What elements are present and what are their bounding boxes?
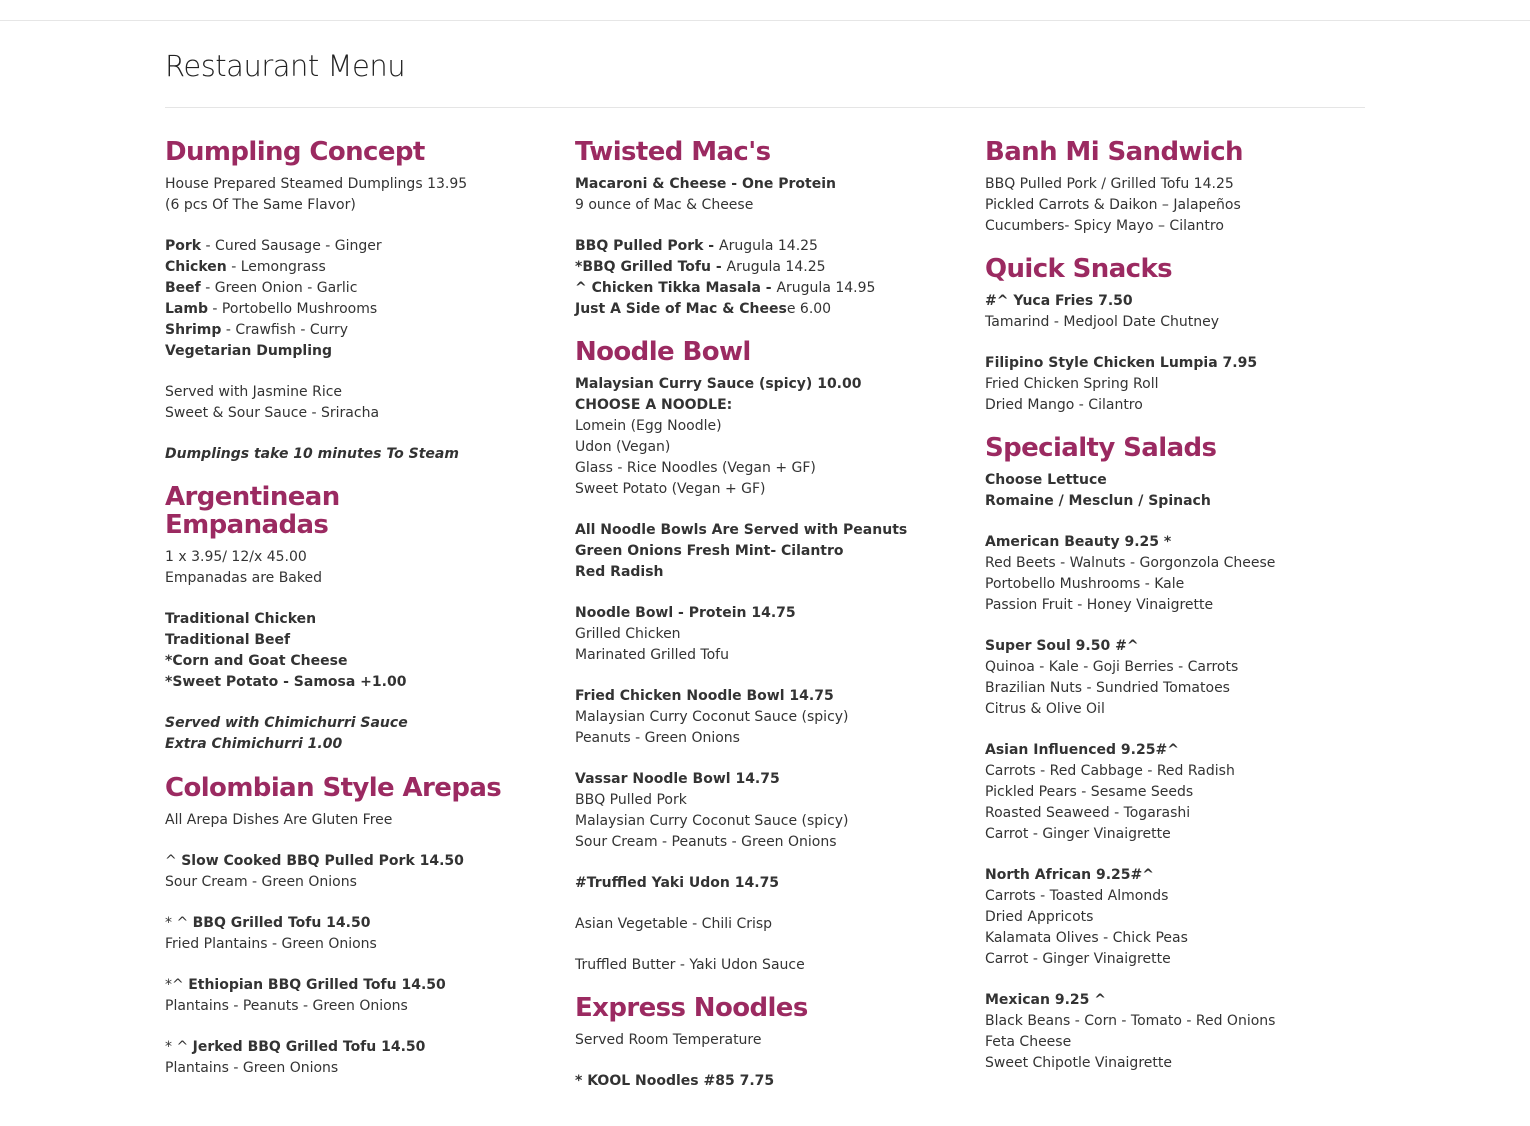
item-detail-text: Carrot - Ginger Vinaigrette — [985, 951, 1171, 967]
menu-line — [575, 374, 975, 395]
menu-paragraph — [575, 873, 975, 894]
menu-line — [985, 195, 1385, 216]
menu-paragraph — [985, 532, 1385, 616]
menu-line — [985, 740, 1385, 761]
menu-line — [575, 914, 975, 935]
menu-section-specialty-salads — [985, 430, 1385, 1074]
item-detail-text: Sweet Chipotle Vinaigrette — [985, 1055, 1172, 1071]
item-detail-text: Quinoa - Kale - Goji Berries - Carrots — [985, 659, 1239, 675]
item-detail-text: Malaysian Curry Coconut Sauce (spicy) — [575, 709, 849, 725]
section-heading: Specialty Salads — [985, 433, 1217, 463]
menu-line — [985, 865, 1385, 886]
menu-line — [575, 195, 975, 216]
item-detail-text: - Cured Sausage - Ginger — [201, 238, 382, 254]
menu-line — [575, 437, 975, 458]
menu-paragraph — [575, 603, 975, 666]
menu-line — [985, 907, 1385, 928]
item-name-text: Vassar Noodle Bowl 14.75 — [575, 771, 780, 787]
item-detail-text: Sour Cream - Green Onions — [165, 874, 357, 890]
item-name-text: Asian Influenced 9.25#^ — [985, 742, 1179, 758]
item-detail-text: Brazilian Nuts - Sundried Tomatoes — [985, 680, 1230, 696]
menu-line — [575, 395, 975, 416]
menu-line — [985, 216, 1385, 237]
menu-line — [165, 872, 565, 893]
menu-line — [575, 458, 975, 479]
item-detail-text: Plantains - Peanuts - Green Onions — [165, 998, 408, 1014]
menu-line — [165, 1058, 565, 1079]
item-detail-text: Sweet Potato (Vegan + GF) — [575, 481, 766, 497]
item-name-text: *Corn and Goat Cheese — [165, 653, 348, 669]
menu-line — [985, 174, 1385, 195]
menu-paragraph — [575, 236, 975, 320]
item-name-text: ^ Chicken Tikka Masala - — [575, 280, 777, 296]
menu-line — [985, 491, 1385, 512]
item-name-text: Red Radish — [575, 564, 664, 580]
menu-line — [575, 562, 975, 583]
menu-line — [575, 769, 975, 790]
menu-line — [985, 312, 1385, 333]
item-detail-text: Roasted Seaweed - Togarashi — [985, 805, 1191, 821]
menu-line — [575, 955, 975, 976]
menu-section-colombian-style-arepas — [165, 770, 565, 1079]
menu-line — [985, 803, 1385, 824]
section-heading: Twisted Mac's — [575, 137, 771, 167]
menu-paragraph — [575, 914, 975, 935]
menu-line — [985, 636, 1385, 657]
section-heading — [165, 479, 565, 539]
menu-line — [985, 699, 1385, 720]
item-name-text: BBQ Pulled Pork - — [575, 238, 719, 254]
menu-line — [165, 320, 565, 341]
menu-paragraph — [985, 174, 1385, 237]
item-detail-text: Cucumbers- Spicy Mayo – Cilantro — [985, 218, 1224, 234]
menu-line — [165, 851, 565, 872]
item-name-text: All Noodle Bowls Are Served with Peanuts — [575, 522, 908, 538]
menu-line — [985, 595, 1385, 616]
section-heading-line: Argentinean — [165, 482, 340, 512]
item-detail-text: Marinated Grilled Tofu — [575, 647, 729, 663]
menu-line — [985, 1011, 1385, 1032]
menu-line — [165, 996, 565, 1017]
menu-line — [575, 790, 975, 811]
menu-paragraph — [165, 851, 565, 893]
item-name-text: BBQ Grilled Tofu 14.50 — [192, 915, 371, 931]
item-name-text: Noodle Bowl - Protein 14.75 — [575, 605, 796, 621]
section-heading: Quick Snacks — [985, 254, 1173, 284]
menu-paragraph — [165, 547, 565, 589]
menu-line — [575, 416, 975, 437]
item-detail-text: - Lemongrass — [226, 259, 326, 275]
item-name-text: Jerked BBQ Grilled Tofu 14.50 — [192, 1039, 426, 1055]
item-name-text: #Truffled Yaki Udon 14.75 — [575, 875, 780, 891]
menu-line — [575, 832, 975, 853]
item-detail-text: 9 ounce of Mac & Cheese — [575, 197, 754, 213]
menu-section-dumpling-concept — [165, 134, 565, 465]
menu-line — [575, 811, 975, 832]
item-detail-text: - Portobello Mushrooms — [207, 301, 378, 317]
item-name-text: Super Soul 9.50 #^ — [985, 638, 1139, 654]
menu-line — [165, 651, 565, 672]
item-detail-text: Citrus & Olive Oil — [985, 701, 1105, 717]
item-detail-text: ^ — [165, 853, 182, 869]
menu-line — [985, 761, 1385, 782]
item-detail-text: Dried Mango - Cilantro — [985, 397, 1143, 413]
menu-line — [575, 1030, 975, 1051]
menu-line — [575, 299, 975, 320]
item-name-text: * KOOL Noodles #85 7.75 — [575, 1073, 775, 1089]
menu-paragraph — [165, 382, 565, 424]
menu-line — [575, 520, 975, 541]
item-detail-text: Carrot - Ginger Vinaigrette — [985, 826, 1171, 842]
menu-column-2 — [575, 134, 975, 1092]
menu-line — [165, 547, 565, 568]
menu-line — [985, 1032, 1385, 1053]
item-name-text: Choose Lettuce — [985, 472, 1107, 488]
item-detail-text: e 6.00 — [786, 301, 832, 317]
menu-paragraph — [165, 975, 565, 1017]
item-name-text: Lamb — [165, 301, 208, 317]
menu-paragraph — [575, 955, 975, 976]
item-detail-text: BBQ Pulled Pork / Grilled Tofu 14.25 — [985, 176, 1234, 192]
menu-line — [985, 886, 1385, 907]
item-detail-text: Black Beans - Corn - Tomato - Red Onions — [985, 1013, 1276, 1029]
item-name-text: CHOOSE A NOODLE: — [575, 397, 733, 413]
top-bar — [0, 0, 1530, 21]
item-detail-text: Fried Plantains - Green Onions — [165, 936, 377, 952]
item-detail-text: - Crawfish - Curry — [221, 322, 349, 338]
item-detail-text: (6 pcs Of The Same Flavor) — [165, 197, 356, 213]
item-detail-text: Pickled Pears - Sesame Seeds — [985, 784, 1194, 800]
item-detail-text: Pickled Carrots & Daikon – Jalapeños — [985, 197, 1241, 213]
menu-section-express-noodles — [575, 990, 975, 1092]
item-name-text: Green Onions Fresh Mint- Cilantro — [575, 543, 844, 559]
menu-paragraph — [575, 686, 975, 749]
menu-paragraph — [165, 713, 565, 755]
item-name-text: Shrimp — [165, 322, 222, 338]
menu-section-twisted-mac-s — [575, 134, 975, 320]
menu-paragraph — [985, 470, 1385, 512]
menu-line — [575, 603, 975, 624]
page-title: Restaurant Menu — [165, 49, 406, 83]
item-name-text: Chicken — [165, 259, 227, 275]
menu-line — [985, 374, 1385, 395]
menu-line — [575, 236, 975, 257]
menu-line — [165, 236, 565, 257]
menu-line — [985, 470, 1385, 491]
menu-line — [165, 299, 565, 320]
item-detail-text: Malaysian Curry Coconut Sauce (spicy) — [575, 813, 849, 829]
menu-paragraph — [165, 174, 565, 216]
menu-line — [165, 734, 565, 755]
menu-paragraph — [165, 913, 565, 955]
item-detail-text: Arugula 14.25 — [719, 238, 818, 254]
menu-line — [985, 532, 1385, 553]
item-detail-text: * ^ — [165, 915, 193, 931]
menu-line — [165, 975, 565, 996]
menu-line — [165, 672, 565, 693]
section-heading: Dumpling Concept — [165, 137, 425, 167]
item-name-text: Just A Side of Mac & Chees — [575, 301, 787, 317]
item-name-text: American Beauty 9.25 * — [985, 534, 1172, 550]
menu-paragraph — [575, 1071, 975, 1092]
menu-paragraph — [575, 174, 975, 216]
menu-line — [985, 782, 1385, 803]
menu-line — [165, 174, 565, 195]
menu-line — [165, 341, 565, 362]
item-detail-text: Served Room Temperature — [575, 1032, 762, 1048]
item-detail-text: Fried Chicken Spring Roll — [985, 376, 1159, 392]
item-name-text: Filipino Style Chicken Lumpia 7.95 — [985, 355, 1258, 371]
menu-paragraph — [575, 374, 975, 500]
menu-line — [985, 678, 1385, 699]
menu-line — [575, 686, 975, 707]
item-detail-text: Feta Cheese — [985, 1034, 1072, 1050]
menu-line — [985, 574, 1385, 595]
item-detail-text: Glass - Rice Noodles (Vegan + GF) — [575, 460, 816, 476]
section-heading: Colombian Style Arepas — [165, 773, 502, 803]
menu-line — [985, 949, 1385, 970]
item-name-text: Served with Chimichurri Sauce — [165, 715, 408, 731]
menu-line — [575, 479, 975, 500]
menu-line — [165, 609, 565, 630]
menu-line — [575, 257, 975, 278]
item-detail-text: Udon (Vegan) — [575, 439, 671, 455]
menu-line — [165, 568, 565, 589]
item-detail-text: Asian Vegetable - Chili Crisp — [575, 916, 773, 932]
menu-line — [165, 630, 565, 651]
menu-line — [985, 928, 1385, 949]
menu-paragraph — [985, 291, 1385, 333]
item-detail-text: Tamarind - Medjool Date Chutney — [985, 314, 1220, 330]
section-heading: Banh Mi Sandwich — [985, 137, 1243, 167]
item-detail-text: Portobello Mushrooms - Kale — [985, 576, 1185, 592]
menu-line — [575, 541, 975, 562]
menu-line — [985, 291, 1385, 312]
menu-line — [985, 990, 1385, 1011]
menu-line — [985, 395, 1385, 416]
menu-paragraph — [165, 444, 565, 465]
menu-line — [165, 1037, 565, 1058]
menu-line — [575, 1071, 975, 1092]
item-name-text: Ethiopian BBQ Grilled Tofu 14.50 — [188, 977, 446, 993]
menu-line — [575, 278, 975, 299]
menu-line — [985, 353, 1385, 374]
item-name-text: Dumplings take 10 minutes To Steam — [165, 446, 459, 462]
item-detail-text: BBQ Pulled Pork — [575, 792, 687, 808]
menu-line — [165, 810, 565, 831]
menu-line — [985, 824, 1385, 845]
item-name-text: Mexican 9.25 ^ — [985, 992, 1106, 1008]
section-heading: Express Noodles — [575, 993, 808, 1023]
item-detail-text: 1 x 3.95/ 12/x 45.00 — [165, 549, 307, 565]
menu-paragraph — [985, 636, 1385, 720]
menu-paragraph — [165, 810, 565, 831]
menu-line — [575, 645, 975, 666]
item-detail-text: - Green Onion - Garlic — [200, 280, 358, 296]
item-detail-text: Truffled Butter - Yaki Udon Sauce — [575, 957, 805, 973]
section-heading-line: Empanadas — [165, 510, 329, 540]
title-divider — [165, 107, 1365, 108]
menu-section-argentinean-empanadas — [165, 479, 565, 755]
menu-section-banh-mi-sandwich — [985, 134, 1385, 237]
menu-paragraph — [575, 769, 975, 853]
menu-line — [165, 382, 565, 403]
item-name-text: *BBQ Grilled Tofu - — [575, 259, 727, 275]
item-name-text: Extra Chimichurri 1.00 — [165, 736, 343, 752]
item-detail-text: House Prepared Steamed Dumplings 13.95 — [165, 176, 468, 192]
item-name-text: Traditional Beef — [165, 632, 291, 648]
menu-line — [165, 934, 565, 955]
menu-line — [575, 624, 975, 645]
menu-line — [985, 553, 1385, 574]
item-name-text: Beef — [165, 280, 201, 296]
item-name-text: Traditional Chicken — [165, 611, 317, 627]
item-detail-text: Arugula 14.25 — [726, 259, 826, 275]
menu-column-3 — [985, 134, 1385, 1074]
menu-paragraph — [985, 353, 1385, 416]
item-detail-text: Empanadas are Baked — [165, 570, 322, 586]
item-detail-text: *^ — [165, 977, 189, 993]
item-detail-text: Carrots - Toasted Almonds — [985, 888, 1169, 904]
menu-paragraph — [985, 740, 1385, 845]
menu-paragraph — [985, 865, 1385, 970]
item-name-text: Slow Cooked BBQ Pulled Pork 14.50 — [181, 853, 464, 869]
menu-line — [985, 1053, 1385, 1074]
menu-line — [165, 713, 565, 734]
menu-paragraph — [165, 236, 565, 362]
item-name-text: *Sweet Potato - Samosa +1.00 — [165, 674, 407, 690]
item-detail-text: Dried Appricots — [985, 909, 1094, 925]
item-detail-text: Served with Jasmine Rice — [165, 384, 343, 400]
menu-section-quick-snacks — [985, 251, 1385, 416]
menu-paragraph — [575, 1030, 975, 1051]
menu-line — [165, 913, 565, 934]
menu-line — [575, 707, 975, 728]
menu-paragraph — [575, 520, 975, 583]
menu-paragraph — [985, 990, 1385, 1074]
item-name-text: #^ Yuca Fries 7.50 — [985, 293, 1133, 309]
menu-line — [985, 657, 1385, 678]
item-detail-text: All Arepa Dishes Are Gluten Free — [165, 812, 393, 828]
menu-line — [575, 728, 975, 749]
menu-line — [165, 195, 565, 216]
item-name-text: Macaroni & Cheese - One Protein — [575, 176, 836, 192]
item-name-text: Romaine / Mesclun / Spinach — [985, 493, 1211, 509]
menu-line — [165, 278, 565, 299]
menu-column-1 — [165, 134, 565, 1079]
item-detail-text: Grilled Chicken — [575, 626, 681, 642]
menu-line — [575, 174, 975, 195]
item-detail-text: Sour Cream - Peanuts - Green Onions — [575, 834, 837, 850]
item-detail-text: Red Beets - Walnuts - Gorgonzola Cheese — [985, 555, 1276, 571]
item-detail-text: Arugula 14.95 — [776, 280, 876, 296]
item-name-text: Vegetarian Dumpling — [165, 343, 332, 359]
item-detail-text: Sweet & Sour Sauce - Sriracha — [165, 405, 380, 421]
menu-line — [165, 444, 565, 465]
menu-paragraph — [165, 609, 565, 693]
item-detail-text: Carrots - Red Cabbage - Red Radish — [985, 763, 1235, 779]
menu-paragraph — [165, 1037, 565, 1079]
section-heading: Noodle Bowl — [575, 337, 751, 367]
item-detail-text: Peanuts - Green Onions — [575, 730, 740, 746]
item-detail-text: * ^ — [165, 1039, 193, 1055]
menu-line — [165, 257, 565, 278]
item-detail-text: Kalamata Olives - Chick Peas — [985, 930, 1188, 946]
item-name-text: Malaysian Curry Sauce (spicy) 10.00 — [575, 376, 862, 392]
item-name-text: Fried Chicken Noodle Bowl 14.75 — [575, 688, 834, 704]
item-detail-text: Passion Fruit - Honey Vinaigrette — [985, 597, 1214, 613]
item-name-text: North African 9.25#^ — [985, 867, 1154, 883]
menu-section-noodle-bowl — [575, 334, 975, 976]
menu-line — [165, 403, 565, 424]
item-detail-text: Lomein (Egg Noodle) — [575, 418, 722, 434]
item-name-text: Pork — [165, 238, 202, 254]
item-detail-text: Plantains - Green Onions — [165, 1060, 339, 1076]
menu-line — [575, 873, 975, 894]
